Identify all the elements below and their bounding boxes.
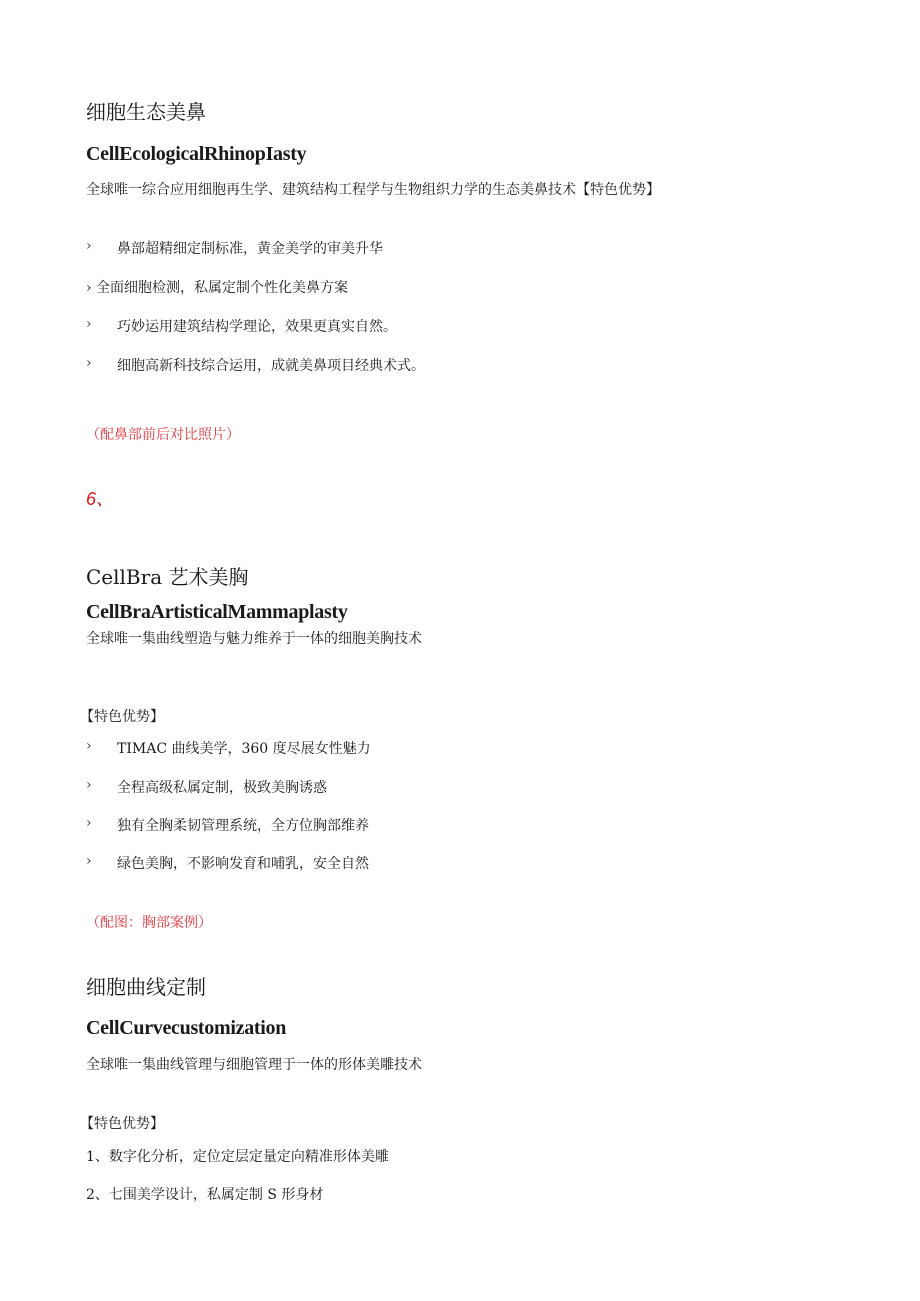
section3-title-cn: 细胞曲线定制 — [86, 975, 206, 999]
section2-bullet: › 全程高级私属定制，极致美胸诱惑 — [86, 777, 327, 796]
chevron-right-icon: › — [86, 853, 92, 869]
section1-title-cn: 细胞生态美鼻 — [86, 100, 206, 124]
chevron-right-icon: › — [86, 815, 92, 831]
chevron-right-icon: › — [86, 355, 92, 371]
section2-description: 全球唯一集曲线塑造与魅力维养于一体的细胞美胸技术 — [86, 631, 422, 647]
section1-bullet: › 鼻部超精细定制标准，黄金美学的审美升华 — [86, 238, 383, 257]
chevron-right-icon: › — [86, 738, 92, 754]
section3-item: 1、数字化分析，定位定层定量定向精准形体美雕 — [86, 1149, 389, 1165]
section1-photo-note: （配鼻部前后对比照片） — [86, 427, 240, 443]
section1-bullet: › 全面细胞检测，私属定制个性化美鼻方案 — [86, 280, 349, 296]
section1-title-en: CellEcologicalRhinopIasty — [86, 143, 307, 165]
section3-features-label: 【特色优势】 — [80, 1116, 164, 1132]
chevron-right-icon: › — [86, 777, 92, 793]
section3-description: 全球唯一集曲线管理与细胞管理于一体的形体美雕技术 — [86, 1057, 422, 1073]
section1-bullet: › 巧妙运用建筑结构学理论，效果更真实自然。 — [86, 316, 397, 335]
section2-features-label: 【特色优势】 — [80, 709, 164, 725]
chevron-right-icon: › — [86, 238, 92, 254]
section2-bullet: › TIMAC 曲线美学，360 度尽展女性魅力 — [86, 738, 371, 757]
section1-description: 全球唯一综合应用细胞再生学、建筑结构工程学与生物组织力学的生态美鼻技术【特色优势】 — [86, 182, 660, 198]
section2-bullet: › 独有全胸柔韧管理系统，全方位胸部维养 — [86, 815, 369, 834]
section1-bullet: › 细胞高新科技综合运用，成就美鼻项目经典术式。 — [86, 355, 425, 374]
section2-title-cn: CellBra 艺术美胸 — [86, 565, 249, 589]
section2-title-en: CellBraArtisticalMammaplasty — [86, 601, 348, 623]
section-number: 6、 — [86, 489, 115, 509]
section2-bullet: › 绿色美胸，不影响发育和哺乳，安全自然 — [86, 853, 369, 872]
section3-title-en: CellCurvecustomization — [86, 1017, 287, 1039]
chevron-right-icon: › — [86, 280, 97, 296]
chevron-right-icon: › — [86, 316, 92, 332]
section3-item: 2、七围美学设计，私属定制 S 形身材 — [86, 1187, 324, 1203]
section2-photo-note: （配图：胸部案例） — [86, 915, 212, 931]
